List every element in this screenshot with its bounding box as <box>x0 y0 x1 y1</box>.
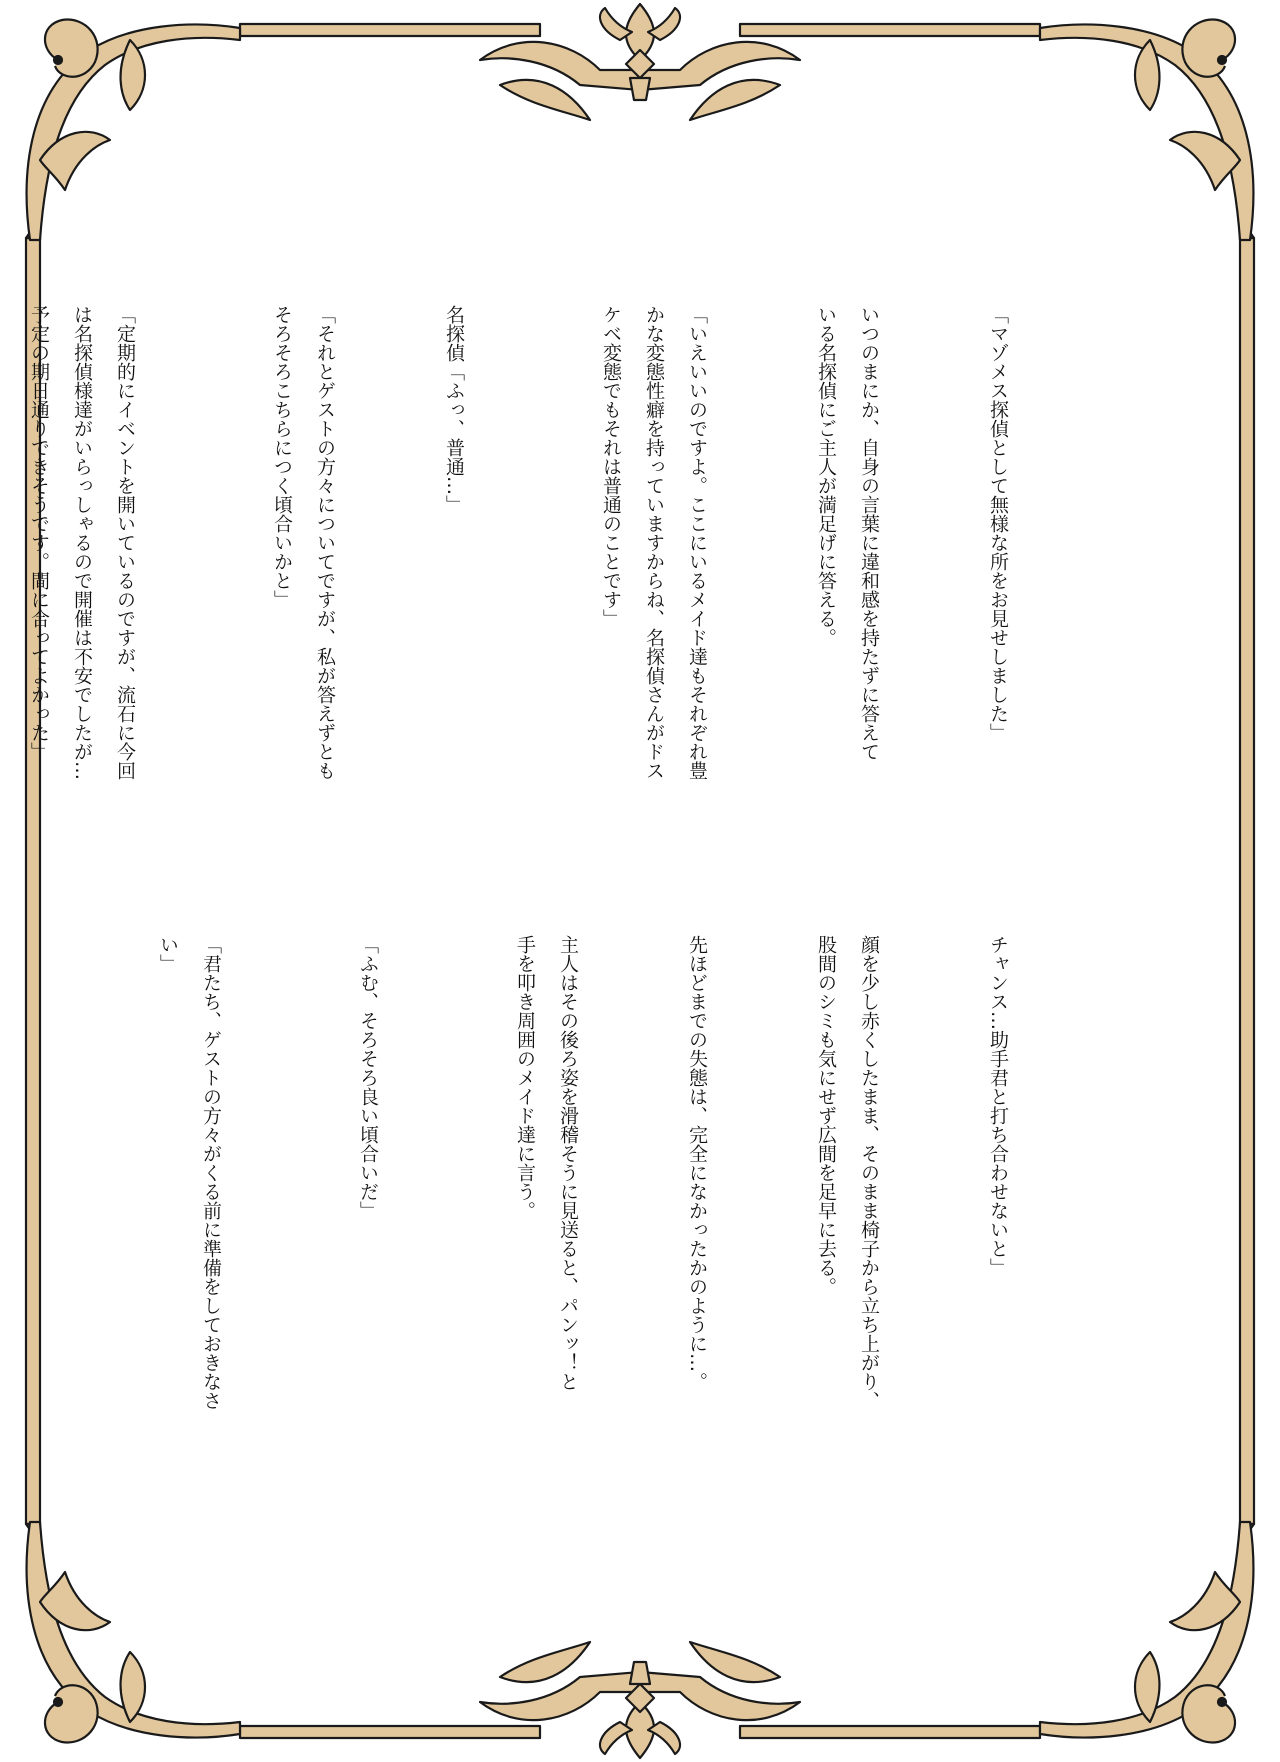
frame-ornament <box>26 4 1254 1758</box>
paragraph: いつのまにか、自身の言葉に違和感を持たずに答えて いる名探偵にご主人が満足げに答える。 <box>815 305 880 761</box>
bottom-right-border-bar <box>740 1726 1040 1738</box>
paragraph: 「それとゲストの方々についてですが、私が答えずとも そろそろこちらにつく頃合いかと」 <box>271 305 336 780</box>
right-border-bar <box>1240 238 1254 1524</box>
top-center-ornament <box>480 4 800 120</box>
upper-text-block <box>0 305 1105 825</box>
lower-text-block <box>103 935 1105 1455</box>
bottom-center-ornament <box>480 1642 800 1758</box>
paragraph: 主人はその後ろ姿を滑稽そうに見送ると、パンッ！と 手を叩き周囲のメイド達に言う。 <box>514 935 579 1391</box>
paragraph: 「いえいいのですよ。ここにいるメイド達もそれぞれ豊 かな変態性癖を持っていますからね、名探偵さんがドス ケベ変態でもそれは普通のことです」 <box>600 305 708 780</box>
paragraph: 顔を少し赤くしたまま、そのまま椅子から立ち上がり、 股間のシミも気にせず広間を足早に去る。 <box>815 935 880 1410</box>
top-left-corner-ornament <box>27 20 240 240</box>
paragraph: 「ふむ、そろそろ良い頃合いだ」 <box>357 935 379 1220</box>
paragraph: 「定期的にイベントを開いているのですが、流石に今回 は名探偵様達がいらっしゃるので開催は不安でしたが… 予定の期日通りできそうです。間に合ってよかった」 <box>28 305 136 780</box>
paragraph: チャンス…助手君と打ち合わせないと」 <box>987 935 1009 1277</box>
top-right-border-bar <box>740 24 1040 36</box>
paragraph: 「マゾメス探偵として無様な所をお見せしました」 <box>987 305 1009 742</box>
top-left-border-bar <box>240 24 540 36</box>
bottom-left-border-bar <box>240 1726 540 1738</box>
bottom-left-corner-ornament <box>27 1522 240 1742</box>
bottom-right-corner-ornament <box>1040 1522 1253 1742</box>
paragraph: 「君たち、ゲストの方々がくる前に準備をしておきなさ い」 <box>157 935 222 1410</box>
top-right-corner-ornament <box>1040 20 1253 240</box>
paragraph: 名探偵「ふっ、普通…」 <box>443 305 465 514</box>
paragraph: 先ほどまでの失態は、完全になかったかのように…。 <box>686 935 708 1391</box>
